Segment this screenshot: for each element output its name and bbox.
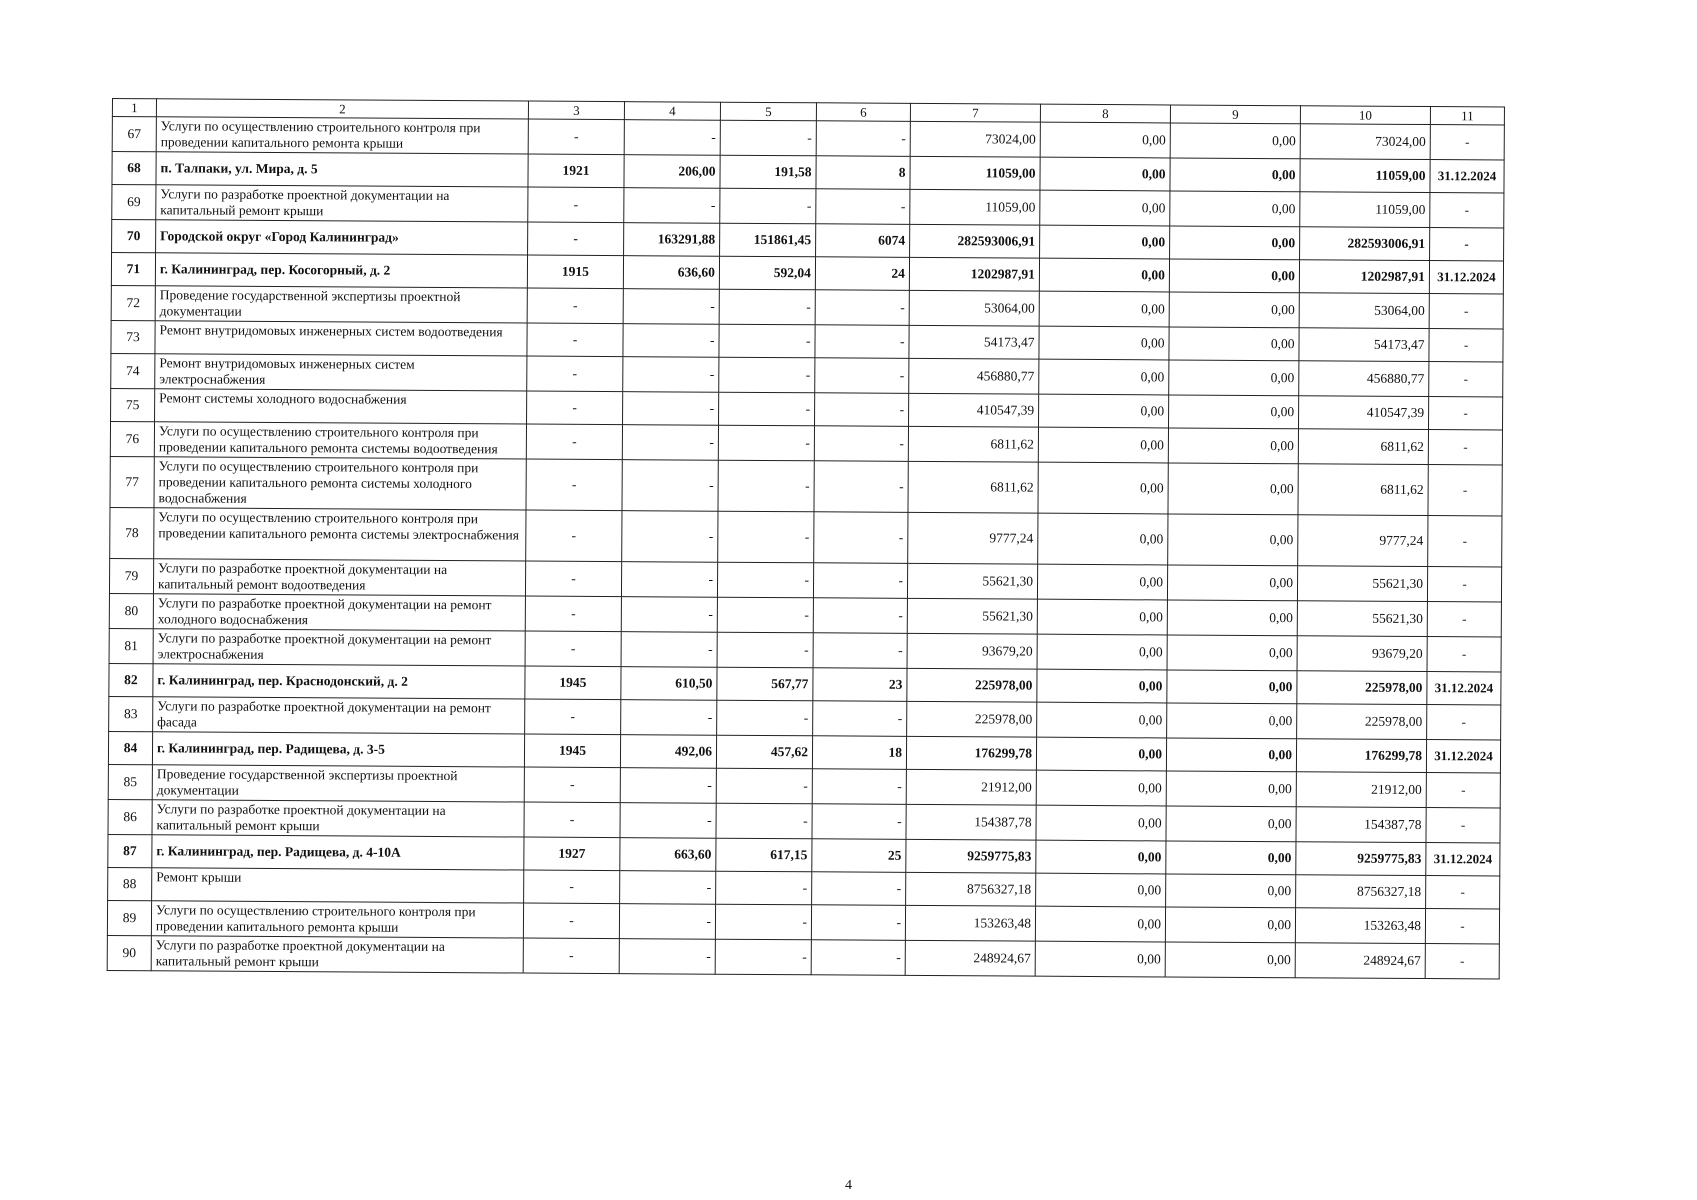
row-number: 81 <box>109 628 153 663</box>
page-number: 4 <box>845 1178 852 1193</box>
row-number: 71 <box>111 253 155 286</box>
cost-total-cell: 54173,47 <box>909 325 1039 359</box>
deadline-cell: - <box>1425 944 1499 979</box>
year-cell: - <box>523 938 619 974</box>
cost-col8-cell: 0,00 <box>1039 291 1169 327</box>
cost-col9-cell: 0,00 <box>1167 600 1297 636</box>
cost-col9-cell: 0,00 <box>1167 565 1297 601</box>
residents-cell: 24 <box>815 257 909 291</box>
deadline-cell: - <box>1430 193 1504 228</box>
cost-col8-cell: 0,00 <box>1036 840 1166 874</box>
living-area-cell: - <box>718 425 814 461</box>
item-name: Услуги по осуществлению строительного контроля при проведении капитального ремонта крыши <box>156 117 528 154</box>
deadline-cell: - <box>1428 465 1502 516</box>
living-area-cell: - <box>718 511 814 563</box>
year-cell: - <box>525 631 621 667</box>
cost-col9-cell: 0,00 <box>1168 463 1298 515</box>
cost-total-cell: 154387,78 <box>906 804 1036 840</box>
total-area-cell: - <box>623 324 719 358</box>
deadline-cell: - <box>1430 228 1504 261</box>
row-number: 72 <box>111 285 155 320</box>
item-name: Ремонт системы холодного водоснабжения <box>155 389 527 424</box>
row-number: 78 <box>110 507 154 558</box>
cost-col9-cell: 0,00 <box>1167 670 1297 704</box>
cost-col9-cell: 0,00 <box>1170 226 1300 260</box>
cost-col9-cell: 0,00 <box>1169 360 1299 396</box>
column-number: 8 <box>1040 104 1170 123</box>
cost-col8-cell: 0,00 <box>1037 599 1167 635</box>
residents-cell: - <box>814 461 908 513</box>
column-number: 9 <box>1170 105 1300 124</box>
row-number: 89 <box>107 900 151 935</box>
cost-col9-cell: 0,00 <box>1167 635 1297 671</box>
cost-col9-cell: 0,00 <box>1166 771 1296 807</box>
cost-col10-cell: 9259775,83 <box>1296 842 1426 876</box>
year-cell: - <box>527 356 623 392</box>
deadline-cell: 31.12.2024 <box>1427 672 1501 705</box>
living-area-cell: 151861,45 <box>720 223 816 257</box>
item-name: Услуги по разработке проектной документации на ремонт холодного водоснабжения <box>153 594 525 631</box>
residents-cell: - <box>812 804 906 840</box>
cost-col8-cell: 0,00 <box>1036 770 1166 806</box>
cost-col8-cell: 0,00 <box>1039 394 1169 428</box>
cost-col10-cell: 154387,78 <box>1296 807 1426 843</box>
year-cell: - <box>524 767 620 803</box>
deadline-cell: - <box>1427 567 1501 602</box>
row-number: 87 <box>108 834 152 867</box>
cost-col9-cell: 0,00 <box>1170 123 1300 159</box>
year-cell: - <box>525 561 621 597</box>
item-name: Услуги по осуществлению строительного контроля при проведении капитального ремонта крыши <box>151 901 523 938</box>
residents-cell: 6074 <box>816 224 910 258</box>
cost-total-cell: 282593006,91 <box>910 224 1040 258</box>
row-number: 80 <box>109 593 153 628</box>
cost-col9-cell: 0,00 <box>1166 738 1296 772</box>
cost-col8-cell: 0,00 <box>1038 462 1168 514</box>
deadline-cell: 31.12.2024 <box>1426 740 1500 773</box>
cost-col8-cell: 0,00 <box>1040 122 1170 158</box>
item-name: Ремонт внутридомовых инженерных систем электроснабжения <box>155 354 527 391</box>
cost-col8-cell: 0,00 <box>1036 873 1166 907</box>
cost-col10-cell: 93679,20 <box>1297 636 1427 672</box>
row-number: 83 <box>109 696 153 731</box>
total-area-cell: - <box>623 357 719 393</box>
deadline-cell: - <box>1428 430 1502 465</box>
column-number: 4 <box>624 102 720 121</box>
cost-col10-cell: 1202987,91 <box>1299 260 1429 294</box>
cost-col10-cell: 73024,00 <box>1300 124 1430 160</box>
cost-col9-cell: 0,00 <box>1167 703 1297 739</box>
table-body <box>107 117 1504 979</box>
item-name: г. Калининград, пер. Косогорный, д. 2 <box>155 253 527 288</box>
cost-total-cell: 225978,00 <box>907 701 1037 737</box>
cost-col10-cell: 11059,00 <box>1300 159 1430 193</box>
item-name: Услуги по разработке проектной документации на ремонт электроснабжения <box>153 629 525 666</box>
living-area-cell: 567,77 <box>717 667 813 701</box>
total-area-cell: - <box>619 939 715 975</box>
cost-total-cell: 6811,62 <box>908 426 1038 462</box>
deadline-cell: - <box>1427 705 1501 740</box>
living-area-cell: 617,15 <box>716 838 812 872</box>
cost-col10-cell: 54173,47 <box>1299 328 1429 362</box>
cost-col9-cell: 0,00 <box>1166 874 1296 908</box>
cost-col8-cell: 0,00 <box>1039 258 1169 292</box>
deadline-cell: - <box>1426 876 1500 909</box>
residents-cell: 23 <box>813 668 907 702</box>
living-area-cell: - <box>719 289 815 325</box>
row-number: 88 <box>108 867 152 900</box>
cost-total-cell: 93679,20 <box>907 633 1037 669</box>
total-area-cell: - <box>622 425 718 461</box>
year-cell: - <box>525 596 621 632</box>
cost-total-cell: 456880,77 <box>909 358 1039 394</box>
row-number: 68 <box>112 152 156 185</box>
cost-col8-cell: 0,00 <box>1035 906 1165 942</box>
total-area-cell: - <box>624 188 720 224</box>
total-area-cell: 163291,88 <box>624 223 720 257</box>
total-area-cell: - <box>620 871 716 905</box>
cost-col8-cell: 0,00 <box>1036 737 1166 771</box>
year-cell: - <box>528 187 624 223</box>
item-name: Услуги по разработке проектной документации на капитальный ремонт крыши <box>151 936 523 973</box>
cost-col10-cell: 55621,30 <box>1297 601 1427 637</box>
living-area-cell: - <box>715 939 811 975</box>
residents-cell: 8 <box>816 156 910 190</box>
cost-col10-cell: 176299,78 <box>1296 739 1426 773</box>
cost-col9-cell: 0,00 <box>1166 806 1296 842</box>
cost-total-cell: 11059,00 <box>910 189 1040 225</box>
residents-cell: - <box>814 512 908 564</box>
total-area-cell: - <box>624 120 720 156</box>
cost-col8-cell: 0,00 <box>1038 513 1168 565</box>
row-number: 67 <box>112 117 156 152</box>
cost-col10-cell: 153263,48 <box>1295 908 1425 944</box>
total-area-cell: - <box>620 803 716 839</box>
cost-total-cell: 11059,00 <box>910 156 1040 190</box>
item-name: г. Калининград, пер. Краснодонский, д. 2 <box>153 664 525 699</box>
cost-col9-cell: 0,00 <box>1169 395 1299 429</box>
cost-total-cell: 410547,39 <box>909 393 1039 427</box>
cost-col10-cell: 410547,39 <box>1299 396 1429 430</box>
year-cell: 1915 <box>527 255 623 289</box>
residents-cell: - <box>812 769 906 805</box>
cost-total-cell: 176299,78 <box>906 736 1036 770</box>
cost-total-cell: 21912,00 <box>906 769 1036 805</box>
cost-col10-cell: 21912,00 <box>1296 772 1426 808</box>
deadline-cell: - <box>1428 516 1502 567</box>
year-cell: - <box>528 119 624 155</box>
column-number: 2 <box>156 99 528 119</box>
residents-cell: - <box>816 189 910 225</box>
item-name: г. Калининград, пер. Радищева, д. 4-10А <box>152 835 524 870</box>
item-name: Услуги по разработке проектной документации на капитальный ремонт крыши <box>156 185 528 222</box>
row-number: 70 <box>112 220 156 253</box>
cost-col10-cell: 6811,62 <box>1298 464 1428 516</box>
item-name: Услуги по осуществлению строительного контроля при проведении капитального ремонта системы холодного водоснабжения <box>154 457 526 510</box>
residents-cell: - <box>815 325 909 359</box>
cost-col8-cell: 0,00 <box>1037 564 1167 600</box>
total-area-cell: - <box>622 511 718 563</box>
residents-cell: 25 <box>812 839 906 873</box>
residents-cell: - <box>811 905 905 941</box>
cost-total-cell: 53064,00 <box>909 290 1039 326</box>
total-area-cell: - <box>623 392 719 426</box>
table-row <box>110 456 1502 516</box>
year-cell: - <box>526 424 622 460</box>
cost-col9-cell: 0,00 <box>1170 191 1300 227</box>
cost-col9-cell: 0,00 <box>1168 428 1298 464</box>
cost-col8-cell: 0,00 <box>1038 427 1168 463</box>
residents-cell: - <box>812 872 906 906</box>
residents-cell: - <box>815 358 909 394</box>
living-area-cell: - <box>720 188 816 224</box>
year-cell: - <box>527 323 623 357</box>
cost-total-cell: 8756327,18 <box>906 872 1036 906</box>
cost-total-cell: 248924,67 <box>905 940 1035 976</box>
cost-col10-cell: 248924,67 <box>1295 943 1425 979</box>
item-name: п. Талпаки, ул. Мира, д. 5 <box>156 152 528 187</box>
deadline-cell: - <box>1429 362 1503 397</box>
residents-cell: - <box>815 393 909 427</box>
row-number: 76 <box>110 421 154 456</box>
cost-col9-cell: 0,00 <box>1170 158 1300 192</box>
year-cell: 1921 <box>528 154 624 188</box>
row-number: 77 <box>110 456 154 507</box>
cost-col9-cell: 0,00 <box>1169 259 1299 293</box>
deadline-cell: - <box>1428 397 1502 430</box>
deadline-cell: - <box>1427 637 1501 672</box>
cost-col10-cell: 282593006,91 <box>1300 227 1430 261</box>
cost-col8-cell: 0,00 <box>1037 669 1167 703</box>
living-area-cell: 592,04 <box>719 256 815 290</box>
column-number: 11 <box>1430 107 1504 125</box>
cost-col10-cell: 11059,00 <box>1300 192 1430 228</box>
cost-total-cell: 153263,48 <box>905 905 1035 941</box>
total-area-cell: - <box>623 289 719 325</box>
year-cell: 1927 <box>524 837 620 871</box>
column-number: 10 <box>1300 106 1430 125</box>
item-name: Проведение государственной экспертизы проектной документации <box>155 286 527 323</box>
row-number: 79 <box>109 558 153 593</box>
living-area-cell: - <box>716 871 812 905</box>
row-number: 69 <box>112 185 156 220</box>
table-row <box>107 935 1499 979</box>
column-number: 3 <box>528 101 624 120</box>
cost-col10-cell: 456880,77 <box>1299 361 1429 397</box>
column-number: 7 <box>910 103 1040 122</box>
cost-total-cell: 1202987,91 <box>909 257 1039 291</box>
cost-col10-cell: 225978,00 <box>1297 671 1427 705</box>
row-number: 84 <box>108 731 152 764</box>
item-name: Ремонт внутридомовых инженерных систем водоотведения <box>155 321 527 356</box>
year-cell: 1945 <box>525 666 621 700</box>
total-area-cell: 663,60 <box>620 838 716 872</box>
total-area-cell: - <box>621 632 717 668</box>
cost-total-cell: 55621,30 <box>907 598 1037 634</box>
living-area-cell: - <box>719 357 815 393</box>
total-area-cell: 206,00 <box>624 155 720 189</box>
total-area-cell: - <box>620 768 716 804</box>
cost-col8-cell: 0,00 <box>1037 702 1167 738</box>
deadline-cell: - <box>1426 773 1500 808</box>
cost-col9-cell: 0,00 <box>1168 514 1298 566</box>
row-number: 75 <box>111 388 155 421</box>
year-cell: - <box>526 510 622 562</box>
year-cell: - <box>525 699 621 735</box>
cost-col9-cell: 0,00 <box>1165 942 1295 978</box>
deadline-cell: - <box>1427 602 1501 637</box>
residents-cell: - <box>813 633 907 669</box>
total-area-cell: 610,50 <box>621 667 717 701</box>
total-area-cell: 636,60 <box>623 256 719 290</box>
residents-cell: 18 <box>812 736 906 770</box>
year-cell: - <box>523 903 619 939</box>
item-name: Услуги по осуществлению строительного контроля при проведении капитального ремонта системы электроснабжения <box>154 508 526 561</box>
cost-total-cell: 73024,00 <box>910 121 1040 157</box>
cost-col9-cell: 0,00 <box>1165 907 1295 943</box>
row-number: 85 <box>108 764 152 799</box>
residents-cell: - <box>815 290 909 326</box>
deadline-cell: - <box>1426 808 1500 843</box>
deadline-cell: 31.12.2024 <box>1430 160 1504 193</box>
living-area-cell: - <box>719 324 815 358</box>
item-name: Проведение государственной экспертизы проектной документации <box>152 765 524 802</box>
cost-col8-cell: 0,00 <box>1035 941 1165 977</box>
cost-col8-cell: 0,00 <box>1040 157 1170 191</box>
cost-col10-cell: 55621,30 <box>1297 566 1427 602</box>
year-cell: - <box>527 288 623 324</box>
item-name: Услуги по разработке проектной документации на капитальный ремонт водоотведения <box>153 559 525 596</box>
deadline-cell: 31.12.2024 <box>1429 261 1503 294</box>
year-cell: - <box>527 391 623 425</box>
row-number: 86 <box>108 799 152 834</box>
cost-col8-cell: 0,00 <box>1037 634 1167 670</box>
item-name: Городской округ «Город Калининград» <box>156 220 528 255</box>
cost-total-cell: 9777,24 <box>908 512 1038 564</box>
living-area-cell: - <box>720 120 816 156</box>
living-area-cell: - <box>717 597 813 633</box>
year-cell: - <box>524 870 620 904</box>
year-cell: - <box>528 222 624 256</box>
residents-cell: - <box>816 121 910 157</box>
table-row <box>110 507 1502 567</box>
cost-col8-cell: 0,00 <box>1040 225 1170 259</box>
total-area-cell: 492,06 <box>620 735 716 769</box>
column-number: 6 <box>816 103 910 122</box>
cost-col8-cell: 0,00 <box>1039 359 1169 395</box>
item-name: г. Калининград, пер. Радищева, д. 3-5 <box>152 732 524 767</box>
living-area-cell: - <box>715 904 811 940</box>
cost-total-cell: 6811,62 <box>908 461 1038 513</box>
cost-col10-cell: 53064,00 <box>1299 293 1429 329</box>
cost-total-cell: 55621,30 <box>907 563 1037 599</box>
living-area-cell: - <box>718 460 814 512</box>
cost-col10-cell: 8756327,18 <box>1296 875 1426 909</box>
item-name: Услуги по разработке проектной документации на капитальный ремонт крыши <box>152 800 524 837</box>
total-area-cell: - <box>621 597 717 633</box>
living-area-cell: - <box>717 700 813 736</box>
cost-total-cell: 9259775,83 <box>906 839 1036 873</box>
living-area-cell: - <box>717 562 813 598</box>
residents-cell: - <box>813 701 907 737</box>
row-number: 74 <box>111 353 155 388</box>
living-area-cell: - <box>716 803 812 839</box>
deadline-cell: - <box>1429 329 1503 362</box>
cost-col8-cell: 0,00 <box>1039 326 1169 360</box>
row-number: 90 <box>107 935 151 970</box>
residents-cell: - <box>811 940 905 976</box>
total-area-cell: - <box>622 460 718 512</box>
row-number: 73 <box>111 320 155 353</box>
row-number: 82 <box>109 663 153 696</box>
item-name: Ремонт крыши <box>152 868 524 903</box>
total-area-cell: - <box>619 904 715 940</box>
cost-col8-cell: 0,00 <box>1040 190 1170 226</box>
cost-col8-cell: 0,00 <box>1036 805 1166 841</box>
living-area-cell: 457,62 <box>716 735 812 769</box>
cost-col9-cell: 0,00 <box>1169 292 1299 328</box>
total-area-cell: - <box>621 700 717 736</box>
residents-cell: - <box>813 563 907 599</box>
cost-col9-cell: 0,00 <box>1166 841 1296 875</box>
document-sheet <box>107 98 1504 979</box>
cost-col10-cell: 6811,62 <box>1298 429 1428 465</box>
item-name: Услуги по осуществлению строительного контроля при проведении капитального ремонта системы водоотведения <box>154 422 526 459</box>
year-cell: - <box>524 802 620 838</box>
residents-cell: - <box>813 598 907 634</box>
living-area-cell: - <box>717 632 813 668</box>
deadline-cell: - <box>1430 125 1504 160</box>
deadline-cell: - <box>1429 294 1503 329</box>
living-area-cell: 191,58 <box>720 155 816 189</box>
residents-cell: - <box>814 426 908 462</box>
cost-col9-cell: 0,00 <box>1169 327 1299 361</box>
cost-col10-cell: 225978,00 <box>1297 704 1427 740</box>
cost-total-cell: 225978,00 <box>907 668 1037 702</box>
deadline-cell: 31.12.2024 <box>1426 843 1500 876</box>
year-cell: - <box>526 459 622 511</box>
living-area-cell: - <box>716 768 812 804</box>
living-area-cell: - <box>719 392 815 426</box>
works-table <box>107 98 1505 979</box>
year-cell: 1945 <box>524 734 620 768</box>
column-number: 5 <box>720 102 816 121</box>
column-number: 1 <box>112 99 156 117</box>
total-area-cell: - <box>621 562 717 598</box>
deadline-cell: - <box>1425 909 1499 944</box>
cost-col10-cell: 9777,24 <box>1298 515 1428 567</box>
item-name: Услуги по разработке проектной документации на ремонт фасада <box>153 697 525 734</box>
